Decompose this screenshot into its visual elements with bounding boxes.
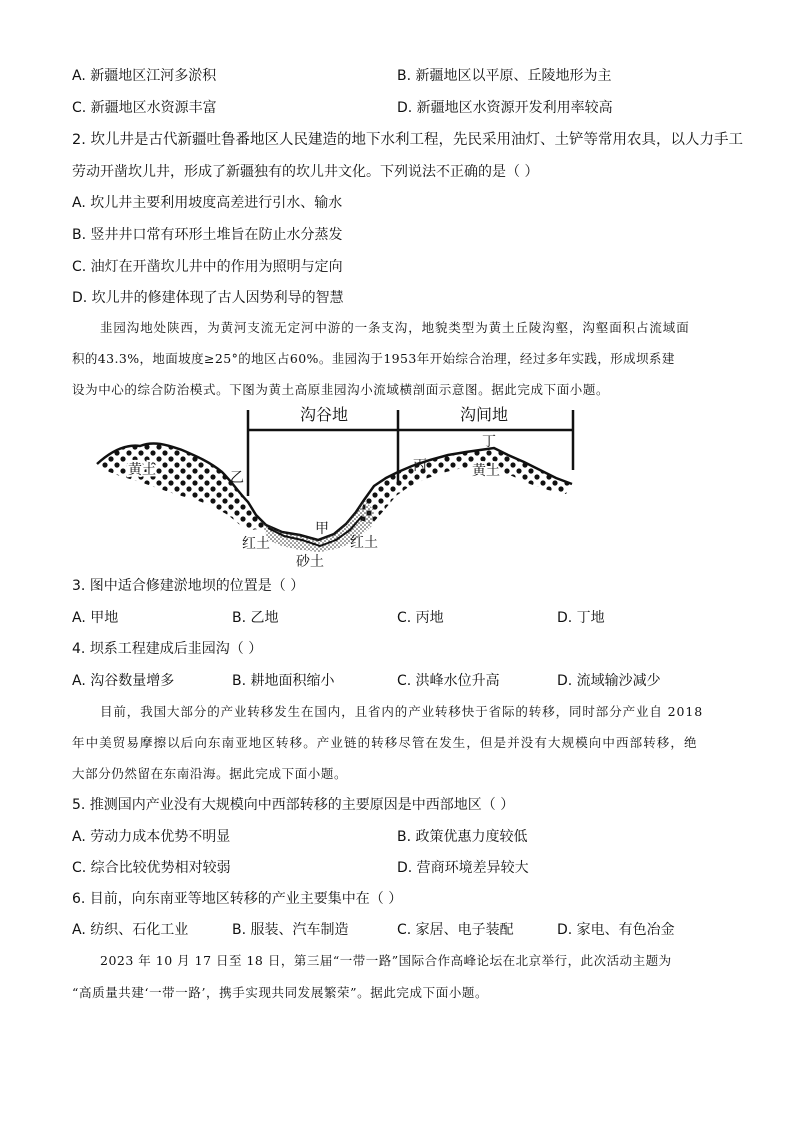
label-red-clay-left: 红土 bbox=[242, 536, 270, 552]
label-jia: 甲 bbox=[315, 521, 329, 537]
q4-option-b: B. 耕地面积缩小 bbox=[232, 673, 335, 689]
passage2-line2: 年中美贸易摩擦以后向东南亚地区转移。产业链的转移尽管在发生，但是并没有大规模向中西部转移，绝 bbox=[72, 735, 698, 750]
q6-option-d: D. 家电、有色冶金 bbox=[557, 922, 675, 938]
q5-option-b: B. 政策优惠力度较低 bbox=[397, 829, 528, 845]
label-red-clay-right: 红土 bbox=[350, 535, 378, 551]
passage3-line2: “高质量共建‘一带一路’，携手实现共同发展繁荣”。据此完成下面小题。 bbox=[72, 985, 489, 1000]
q3-option-a: A. 甲地 bbox=[72, 610, 119, 626]
q6-stem: 6. 目前，向东南亚等地区转移的产业主要集中在（ ） bbox=[72, 891, 403, 907]
label-bing: 丙 bbox=[413, 458, 427, 474]
q1-option-a: A. 新疆地区江河多淤积 bbox=[72, 68, 217, 84]
q4-stem: 4. 坝系工程建成后韭园沟（ ） bbox=[72, 641, 263, 657]
label-yi: 乙 bbox=[230, 470, 244, 486]
q2-option-d: D. 坎儿井的修建体现了古人因势利导的智慧 bbox=[72, 290, 344, 306]
passage1-line1: 韭园沟地处陕西，为黄河支流无定河中游的一条支沟，地貌类型为黄土丘陵沟壑，沟壑面积占流域面 bbox=[100, 320, 690, 335]
passage2-line1: 目前，我国大部分的产业转移发生在国内，且省内的产业转移快于省际的转移，同时部分产业自 2018 bbox=[100, 704, 704, 719]
passage2-line3: 大部分仍然留在东南沿海。据此完成下面小题。 bbox=[72, 766, 348, 781]
q5-stem: 5. 推测国内产业没有大规模向中西部转移的主要原因是中西部地区（ ） bbox=[72, 797, 515, 813]
q6-option-a: A. 纺织、石化工业 bbox=[72, 922, 189, 938]
q4-option-d: D. 流域输沙减少 bbox=[557, 673, 661, 689]
q1-option-d: D. 新疆地区水资源开发利用率较高 bbox=[397, 100, 613, 116]
q3-option-c: C. 丙地 bbox=[397, 610, 444, 626]
loess-layer bbox=[97, 443, 572, 530]
q2-option-a: A. 坎儿井主要利用坡度高差进行引水、输水 bbox=[72, 195, 343, 211]
q2-stem-line2: 劳动开凿坎儿井，形成了新疆独有的坎儿井文化。下列说法不正确的是（ ） bbox=[72, 164, 539, 180]
label-ding: 丁 bbox=[482, 434, 496, 450]
q1-option-c: C. 新疆地区水资源丰富 bbox=[72, 100, 217, 116]
q4-option-a: A. 沟谷数量增多 bbox=[72, 673, 175, 689]
passage1-line2: 积的43.3%，地面坡度≥25°的地区占60%。韭园沟于1953年开始综合治理，经过多年实践，形成坝系建 bbox=[72, 351, 675, 366]
q2-option-c: C. 油灯在开凿坎儿井中的作用为照明与定向 bbox=[72, 259, 343, 275]
q2-option-b: B. 竖井井口常有环形土堆旨在防止水分蒸发 bbox=[72, 227, 343, 243]
gully-cross-section-diagram bbox=[0, 400, 794, 570]
label-gully: 沟谷地 bbox=[300, 405, 349, 424]
q3-option-b: B. 乙地 bbox=[232, 610, 279, 626]
q6-option-b: B. 服装、汽车制造 bbox=[232, 922, 349, 938]
label-loess-right: 黄土 bbox=[472, 463, 500, 479]
q5-option-a: A. 劳动力成本优势不明显 bbox=[72, 829, 231, 845]
label-loess-left: 黄土 bbox=[128, 462, 156, 478]
q3-stem: 3. 图中适合修建淤地坝的位置是（ ） bbox=[72, 578, 305, 594]
passage1-line3: 设为中心的综合防治模式。下图为黄土高原韭园沟小流域横剖面示意图。据此完成下面小题。 bbox=[72, 382, 610, 397]
q3-option-d: D. 丁地 bbox=[557, 610, 605, 626]
q5-option-c: C. 综合比较优势相对较弱 bbox=[72, 860, 231, 876]
q4-option-c: C. 洪峰水位升高 bbox=[397, 673, 500, 689]
q2-stem-line1: 2. 坎儿井是古代新疆吐鲁番地区人民建造的地下水利工程，先民采用油灯、土铲等常用农具，以人力手工 bbox=[72, 132, 743, 148]
q1-option-b: B. 新疆地区以平原、丘陵地形为主 bbox=[397, 68, 612, 84]
q5-option-d: D. 营商环境差异较大 bbox=[397, 860, 529, 876]
passage3-line1: 2023 年 10 月 17 日至 18 日，第三届“一带一路”国际合作高峰论坛在北京举行，此次活动主题为 bbox=[100, 953, 672, 968]
q6-option-c: C. 家居、电子装配 bbox=[397, 922, 514, 938]
label-inter-gully: 沟间地 bbox=[460, 405, 509, 424]
label-sand: 砂土 bbox=[296, 554, 324, 570]
